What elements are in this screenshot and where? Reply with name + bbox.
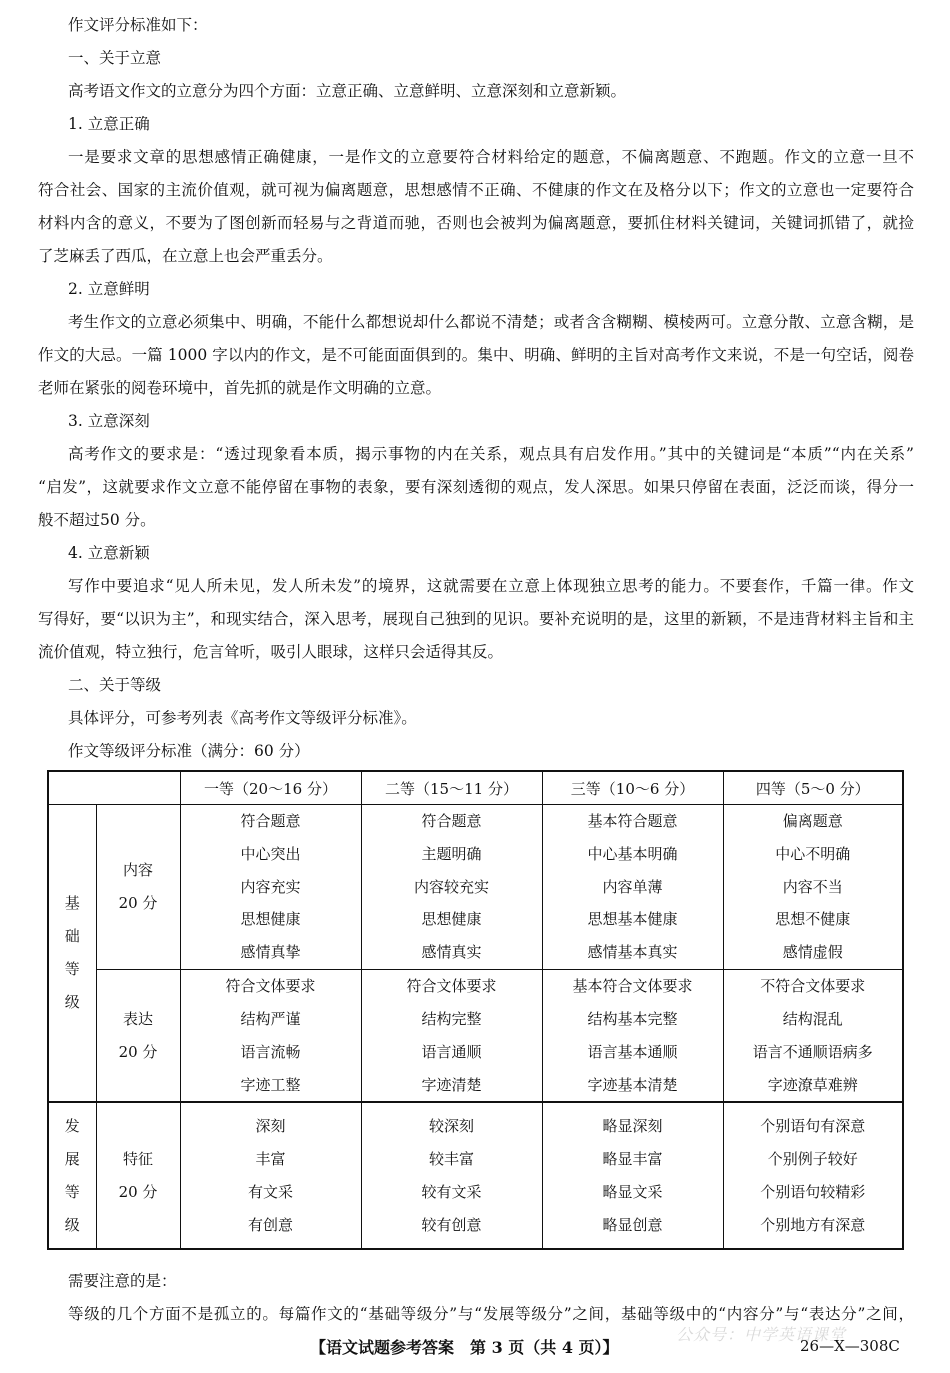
content-grade-3: 基本符合题意 中心基本明确 内容单薄 思想基本健康 感情基本真实 — [542, 805, 723, 970]
feature-grade-2: 较深刻 较丰富 较有文采 较有创意 — [361, 1102, 542, 1249]
expression-grade-4: 不符合文体要求 结构混乱 语言不通顺语病多 字迹潦草难辨 — [723, 969, 903, 1102]
feature-grade-3: 略显深刻 略显丰富 略显文采 略显创意 — [542, 1102, 723, 1249]
item-4-line-1: 写作中要追求“见人所未见，发人所未发”的境界，这就需要在立意上体现独立思考的能力。不要套作，千篇一律。作文 — [68, 577, 914, 595]
table-title: 作文等级评分标准（满分：60 分） — [68, 742, 310, 760]
content-grade-2: 符合题意 主题明确 内容较充实 思想健康 感情真实 — [361, 805, 542, 970]
note-heading: 需要注意的是： — [68, 1272, 177, 1290]
content-grade-1: 符合题意 中心突出 内容充实 思想健康 感情真挚 — [180, 805, 361, 970]
header-grade-2: 二等（15～11 分） — [361, 771, 542, 805]
section-2-reference: 具体评分，可参考列表《高考作文等级评分标准》。 — [68, 709, 417, 727]
page-footer: 【语文试题参考答案 第 3 页（共 4 页）】 — [310, 1338, 619, 1357]
header-grade-1: 一等（20～16 分） — [180, 771, 361, 805]
group-label-development: 发 展 等 级 — [48, 1102, 96, 1249]
header-grade-3: 三等（10～6 分） — [542, 771, 723, 805]
item-1-line-3: 材料内含的意义，不要为了图创新而轻易与之背道而驰，否则也会被判为偏离题意，要抓住材料关键词，关键词抓错了，就捡 — [38, 214, 914, 232]
grading-table — [47, 770, 904, 1250]
item-1-title: 1. 立意正确 — [68, 115, 150, 133]
section-2-heading: 二、关于等级 — [68, 676, 162, 694]
item-3-line-1: 高考作文的要求是：“透过现象看本质，揭示事物的内在关系，观点具有启发作用。”其中的关键词是“本质”“内在关系” — [68, 445, 914, 463]
item-3-title: 3. 立意深刻 — [68, 412, 150, 430]
group-label-basic: 基 础 等 级 — [48, 805, 96, 1103]
expression-grade-3: 基本符合文体要求 结构基本完整 语言基本通顺 字迹基本清楚 — [542, 969, 723, 1102]
item-1-line-4: 了芝麻丢了西瓜，在立意上也会严重丢分。 — [38, 247, 333, 265]
sub-label-expression: 表达 20 分 — [96, 969, 180, 1102]
sub-label-content: 内容 20 分 — [96, 805, 180, 970]
item-3-line-2: “启发”，这就要求作文立意不能停留在事物的表象，要有深刻透彻的观点，发人深思。如果只停留在表面，泛泛而谈，得分一 — [38, 478, 914, 496]
item-4-title: 4. 立意新颖 — [68, 544, 150, 562]
item-4-line-2: 写得好，要“以识为主”，和现实结合，深入思考，展现自己独到的见识。要补充说明的是，这里的新颖，不是违背材料主旨和主 — [38, 610, 914, 628]
item-2-line-2: 作文的大忌。一篇 1000 字以内的作文，是不可能面面俱到的。集中、明确、鲜明的主旨对高考作文来说，不是一句空话，阅卷 — [38, 346, 914, 364]
item-4-line-3: 流价值观，特立独行，危言耸听，吸引人眼球，这样只会适得其反。 — [38, 643, 504, 661]
table-header-row — [48, 771, 903, 805]
sub-label-feature: 特征 20 分 — [96, 1102, 180, 1249]
table-row-feature — [48, 1102, 903, 1249]
table-row-expression — [48, 969, 903, 1102]
item-2-title: 2. 立意鲜明 — [68, 280, 150, 298]
intro-text: 作文评分标准如下： — [68, 16, 208, 34]
table-corner-cell — [48, 771, 180, 805]
note-line: 等级的几个方面不是孤立的。每篇作文的“基础等级分”与“发展等级分”之间，基础等级中的“内容分”与“表达分”之间， — [68, 1305, 914, 1323]
item-1-line-2: 符合社会、国家的主流价值观，就可视为偏离题意，思想感情不正确、不健康的作文在及格分以下；作文的立意也一定要符合 — [38, 181, 914, 199]
item-2-line-3: 老师在紧张的阅卷环境中，首先抓的就是作文明确的立意。 — [38, 379, 442, 397]
header-grade-4: 四等（5～0 分） — [723, 771, 903, 805]
section-1-heading: 一、关于立意 — [68, 49, 162, 67]
section-1-summary: 高考语文作文的立意分为四个方面：立意正确、立意鲜明、立意深刻和立意新颖。 — [68, 82, 627, 100]
table-row-content — [48, 805, 903, 970]
item-1-line-1: 一是要求文章的思想感情正确健康，一是作文的立意要符合材料给定的题意，不偏离题意、不跑题。作文的立意一旦不 — [68, 148, 914, 166]
expression-grade-1: 符合文体要求 结构严谨 语言流畅 字迹工整 — [180, 969, 361, 1102]
item-3-line-3: 般不超过50 分。 — [38, 511, 156, 529]
content-grade-4: 偏离题意 中心不明确 内容不当 思想不健康 感情虚假 — [723, 805, 903, 970]
feature-grade-4: 个别语句有深意 个别例子较好 个别语句较精彩 个别地方有深意 — [723, 1102, 903, 1249]
watermark-text: 公众号：中学英语课堂 — [676, 1325, 847, 1344]
item-2-line-1: 考生作文的立意必须集中、明确，不能什么都想说却什么都说不清楚；或者含含糊糊、模棱两可。立意分散、立意含糊，是 — [68, 313, 914, 331]
document-code: 26—X—308C — [800, 1337, 900, 1355]
expression-grade-2: 符合文体要求 结构完整 语言通顺 字迹清楚 — [361, 969, 542, 1102]
feature-grade-1: 深刻 丰富 有文采 有创意 — [180, 1102, 361, 1249]
